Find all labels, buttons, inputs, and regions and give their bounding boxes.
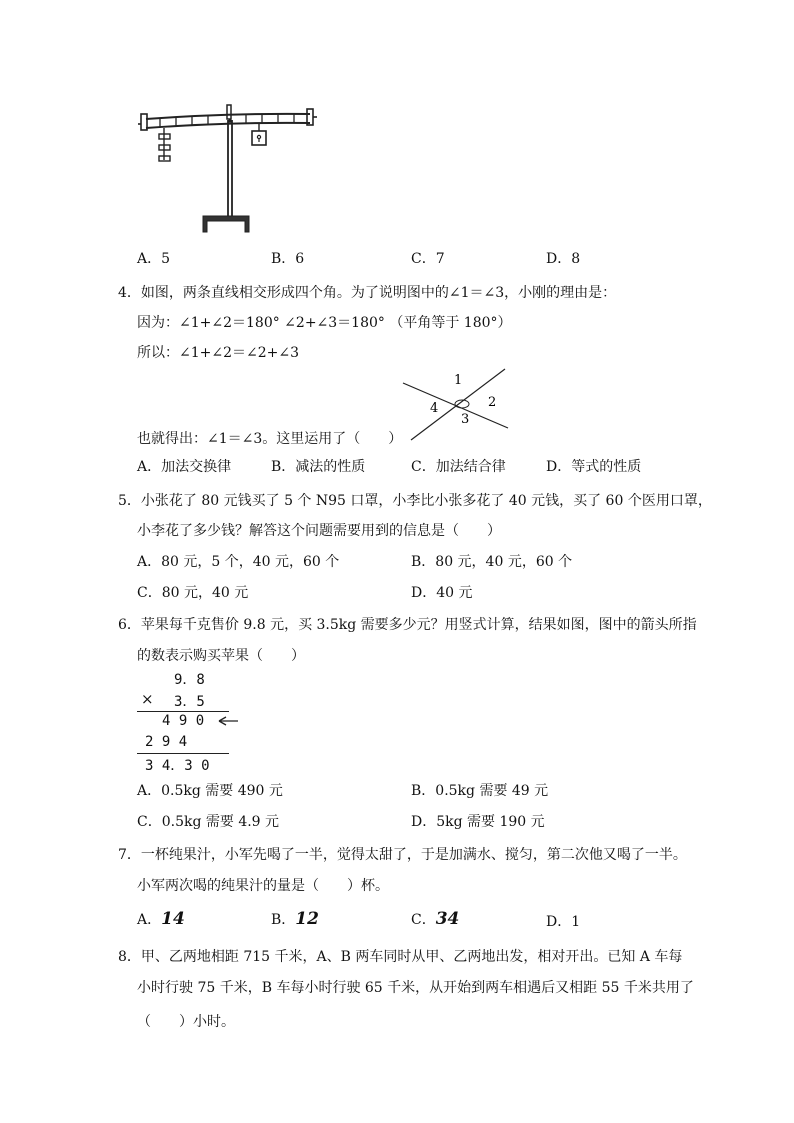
- q8-stem-line2: 小时行驶 75 千米，B 车每小时行驶 65 千米，从开始到两车相遇后又相距 55 千米共用了: [137, 980, 694, 996]
- q7-option-b[interactable]: [271, 909, 319, 929]
- q4-question-line: 也就得出：∠1＝∠3。这里运用了（ ）: [137, 431, 403, 447]
- q4-option-b[interactable]: B．减法的性质: [271, 459, 366, 475]
- q7-option-d-value: 1: [571, 914, 581, 930]
- q4-option-a[interactable]: A．加法交换律: [137, 459, 232, 475]
- q5-option-c[interactable]: C．80 元，40 元: [137, 585, 249, 601]
- q3-option-c[interactable]: C．7: [411, 251, 445, 267]
- q5-option-b[interactable]: B．80 元，40 元，60 个: [411, 554, 573, 570]
- q3-option-b[interactable]: B．6: [271, 251, 305, 267]
- q7-option-c-value: 34: [435, 909, 460, 929]
- q6-stem-line1: 6．苹果每千克售价 9.8 元，买 3.5kg 需要多少元？用竖式计算，结果如图，图中的箭头所指: [118, 617, 697, 633]
- q6-option-d[interactable]: D．5kg 需要 190 元: [411, 814, 545, 830]
- q7-option-c[interactable]: [411, 909, 459, 929]
- calc-product: 3 4．3 0: [145, 758, 210, 774]
- q5-stem-line1: 5．小张花了 80 元钱买了 5 个 N95 口罩，小李比小张多花了 40 元钱，买了 60 个医用口罩，: [118, 493, 712, 509]
- q7-option-c-letter: C．: [411, 912, 436, 928]
- q6-option-b[interactable]: B．0.5kg 需要 49 元: [411, 783, 549, 799]
- q6-option-c[interactable]: C．0.5kg 需要 4.9 元: [137, 814, 280, 830]
- q4-reason-line2: 所以：∠1+∠2＝∠2+∠3: [137, 345, 300, 361]
- q4-reason-line1: 因为：∠1+∠2＝180° ∠2+∠3＝180° （平角等于 180°）: [137, 315, 512, 331]
- angle-label-2: 2: [488, 395, 497, 410]
- angle-label-4: 4: [430, 401, 439, 416]
- q7-option-b-value: 12: [295, 909, 319, 929]
- q7-stem-line2: 小军两次喝的纯果汁的量是（ ）杯。: [137, 878, 389, 894]
- q6-option-a[interactable]: A．0.5kg 需要 490 元: [137, 783, 283, 799]
- calc-rule-2: [137, 753, 229, 754]
- q3-option-a[interactable]: A．5: [137, 251, 171, 267]
- angle-label-3: 3: [461, 412, 470, 427]
- q7-stem-line1: 7．一杯纯果汁，小军先喝了一半，觉得太甜了，于是加满水、搅匀，第二次他又喝了一半。: [118, 847, 687, 863]
- q3-option-d[interactable]: D．8: [546, 251, 581, 267]
- q4-option-d[interactable]: D．等式的性质: [546, 459, 642, 475]
- q7-option-a-value: 14: [161, 909, 185, 929]
- q7-option-b-letter: B．: [271, 912, 296, 928]
- q4-option-c[interactable]: C．加法结合律: [411, 459, 506, 475]
- calc-row-multiplicand: 9．8: [174, 672, 205, 688]
- calc-partial-product-2: 2 9 4: [145, 734, 188, 750]
- q7-option-a-letter: A．: [137, 912, 162, 928]
- calc-row-multiplier: 3．5: [174, 694, 205, 710]
- calc-partial-product-1: 4 9 0: [162, 713, 205, 729]
- angle-label-1: 1: [454, 373, 463, 388]
- q5-option-d[interactable]: D．40 元: [411, 585, 473, 601]
- calc-times-sign: ×: [141, 690, 154, 708]
- q5-stem-line2: 小李花了多少钱？解答这个问题需要用到的信息是（ ）: [137, 523, 501, 539]
- q6-stem-line2: 的数表示购买苹果（ ）: [137, 648, 305, 664]
- q4-stem: 4．如图，两条直线相交形成四个角。为了说明图中的∠1＝∠3，小刚的理由是：: [118, 285, 617, 301]
- q5-option-a[interactable]: A．80 元，5 个，40 元，60 个: [137, 554, 340, 570]
- q7-option-d-letter: D．: [546, 914, 572, 930]
- q8-stem-line3: （ ）小时。: [137, 1014, 235, 1030]
- q7-option-d[interactable]: [546, 911, 580, 931]
- q8-stem-line1: 8．甲、乙两地相距 715 千米，A、B 两车同时从甲、乙两地出发，相对开出。已知 A 车每: [118, 949, 683, 965]
- q7-option-a[interactable]: [137, 909, 185, 929]
